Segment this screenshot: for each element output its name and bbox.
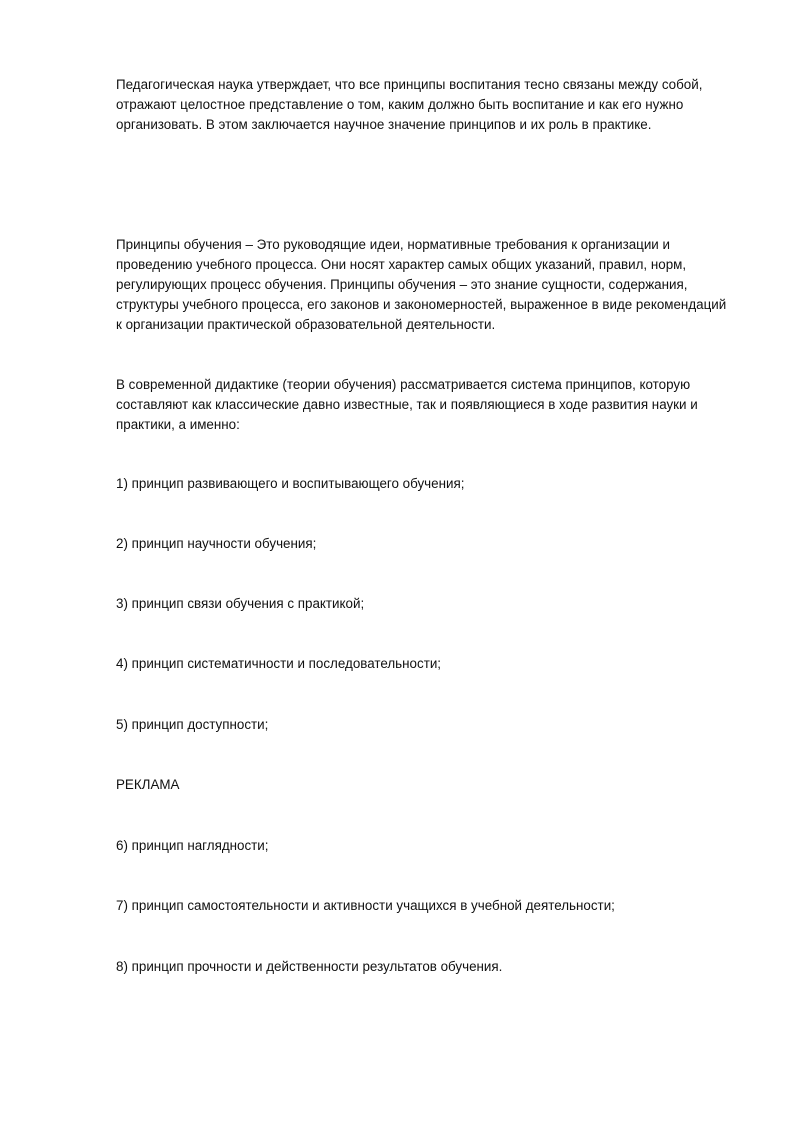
text-line: проведению учебного процесса. Они носят характер самых общих указаний, правил, норм, [116,257,687,272]
text-line: Педагогическая наука утверждает, что все принципы воспитания тесно связаны между собой, [116,77,703,92]
text-line: Принципы обучения – Это руководящие идеи, нормативные требования к организации и [116,237,670,252]
text-line: практики, а именно: [116,417,240,432]
text-line: к организации практической образовательной деятельности. [116,317,496,332]
principle-item-5: 5) принцип доступности; [116,717,269,732]
advertisement-label: РЕКЛАМА [116,777,180,792]
definition-paragraph [116,235,746,335]
text-line: В современной дидактике (теории обучения) рассматривается система принципов, которую [116,377,691,392]
text-line: структуры учебного процесса, его законов и закономерностей, выраженное в виде рекомендаций [116,297,727,312]
principle-item-7: 7) принцип самостоятельности и активности учащихся в учебной деятельности; [116,898,615,913]
principle-item-3: 3) принцип связи обучения с практикой; [116,596,365,611]
text-line: организовать. В этом заключается научное значение принципов и их роль в практике. [116,117,652,132]
intro-paragraph [116,75,746,135]
principle-item-1: 1) принцип развивающего и воспитывающего обучения; [116,476,465,491]
principle-item-8: 8) принцип прочности и действенности результатов обучения. [116,959,503,974]
principle-item-6: 6) принцип наглядности; [116,838,269,853]
didactics-paragraph [116,375,746,435]
text-line: регулирующих процесс обучения. Принципы обучения – это знание сущности, содержания, [116,277,688,292]
text-line: составляют как классические давно известные, так и появляющиеся в ходе развития науки и [116,397,698,412]
principle-item-2: 2) принцип научности обучения; [116,536,317,551]
principle-item-4: 4) принцип систематичности и последовательности; [116,656,442,671]
text-line: отражают целостное представление о том, каким должно быть воспитание и как его нужно [116,97,684,112]
